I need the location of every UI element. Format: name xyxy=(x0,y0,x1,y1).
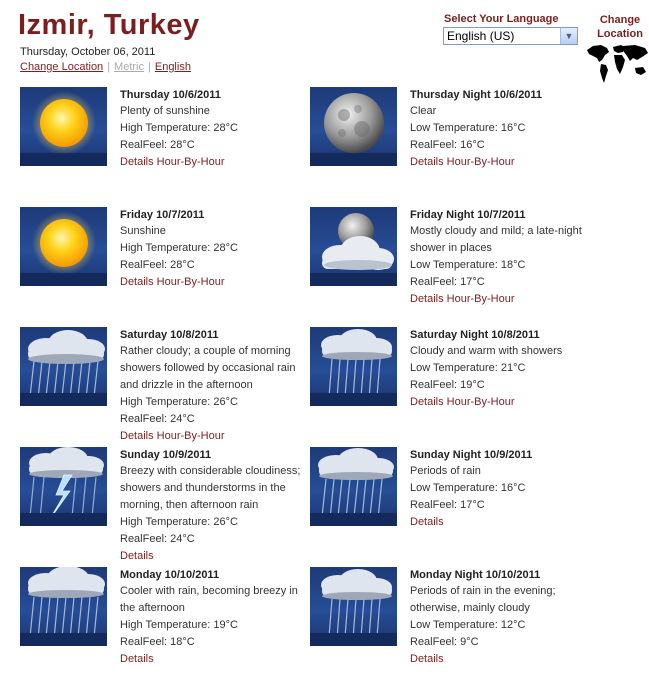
forecast-description: Breezy with considerable cloudiness; xyxy=(120,465,301,477)
language-select[interactable] xyxy=(443,27,578,45)
link-separator: | xyxy=(107,61,111,73)
forecast-card-monday xyxy=(20,567,310,685)
forecast-description: the afternoon xyxy=(120,602,185,614)
forecast-description: Cooler with rain, becoming breezy in xyxy=(120,585,298,597)
forecast-realfeel: RealFeel: 28°C xyxy=(120,259,195,271)
forecast-title: Friday Night 10/7/2011 xyxy=(410,209,526,221)
forecast-card-friday-night xyxy=(310,207,600,325)
rain-cloud-icon xyxy=(20,567,107,646)
thunderstorm-icon xyxy=(20,447,107,526)
forecast-title: Monday Night 10/10/2011 xyxy=(410,569,541,581)
forecast-title: Monday 10/10/2011 xyxy=(120,569,220,581)
forecast-title: Saturday Night 10/8/2011 xyxy=(410,329,540,341)
forecast-temperature: Low Temperature: 16°C xyxy=(410,482,526,494)
moon-icon xyxy=(310,87,397,166)
forecast-description: Periods of rain in the evening; xyxy=(410,585,556,597)
forecast-description: showers and thunderstorms in the xyxy=(120,482,286,494)
forecast-description: otherwise, mainly cloudy xyxy=(410,602,530,614)
forecast-card-friday xyxy=(20,207,310,325)
link-separator: | xyxy=(148,61,151,73)
details-link[interactable]: Details Hour-By-Hour xyxy=(410,293,515,305)
forecast-temperature: High Temperature: 26°C xyxy=(120,396,238,408)
forecast-realfeel: RealFeel: 16°C xyxy=(410,139,485,151)
language-selected-value: English (US) xyxy=(447,29,515,43)
forecast-title: Thursday 10/6/2011 xyxy=(120,89,221,101)
forecast-temperature: Low Temperature: 16°C xyxy=(410,122,526,134)
forecast-card-sunday xyxy=(20,447,310,565)
forecast-temperature: High Temperature: 28°C xyxy=(120,122,238,134)
details-link[interactable]: Details Hour-By-Hour xyxy=(120,276,225,288)
current-date: Thursday, October 06, 2011 xyxy=(20,46,156,58)
details-link[interactable]: Details Hour-By-Hour xyxy=(410,396,515,408)
forecast-temperature: High Temperature: 28°C xyxy=(120,242,238,254)
metric-link[interactable]: Metric xyxy=(114,61,144,73)
forecast-temperature: Low Temperature: 18°C xyxy=(410,259,526,271)
city-title: Izmir, Turkey xyxy=(18,9,200,41)
forecast-temperature: Low Temperature: 21°C xyxy=(410,362,526,374)
forecast-description: Clear xyxy=(410,105,437,117)
rain-cloud-icon xyxy=(310,447,397,526)
forecast-card-saturday xyxy=(20,327,310,445)
chevron-down-icon[interactable]: ▼ xyxy=(560,28,577,44)
forecast-temperature: High Temperature: 19°C xyxy=(120,619,238,631)
details-link[interactable]: Details Hour-By-Hour xyxy=(120,156,225,168)
details-link[interactable]: Details xyxy=(120,653,154,665)
forecast-description: Rather cloudy; a couple of morning xyxy=(120,345,291,357)
language-label: Select Your Language xyxy=(444,13,559,25)
forecast-temperature: High Temperature: 26°C xyxy=(120,516,238,528)
forecast-description: Cloudy and warm with showers xyxy=(410,345,563,357)
forecast-description: morning, then afternoon rain xyxy=(120,499,259,511)
forecast-description: showers followed by occasional rain xyxy=(120,362,296,374)
header-links xyxy=(20,61,191,73)
cloudy-moon-icon xyxy=(310,207,397,286)
forecast-title: Saturday 10/8/2011 xyxy=(120,329,219,341)
english-link[interactable]: English xyxy=(154,61,191,73)
forecast-realfeel: RealFeel: 24°C xyxy=(120,413,195,425)
rain-cloud-icon xyxy=(310,567,397,646)
rain-cloud-icon xyxy=(20,327,107,406)
forecast-description: shower in places xyxy=(410,242,492,254)
forecast-card-thursday-night xyxy=(310,87,600,205)
change-location-link[interactable]: Change Location xyxy=(20,61,104,73)
forecast-card-thursday xyxy=(20,87,310,205)
forecast-description: Sunshine xyxy=(120,225,166,237)
sun-icon xyxy=(20,87,107,166)
details-link[interactable]: Details Hour-By-Hour xyxy=(120,430,225,442)
forecast-description: Plenty of sunshine xyxy=(120,105,210,117)
forecast-realfeel: RealFeel: 24°C xyxy=(120,533,195,545)
change-location-button[interactable]: Change Location xyxy=(597,14,643,40)
forecast-realfeel: RealFeel: 28°C xyxy=(120,139,195,151)
details-link[interactable]: Details Hour-By-Hour xyxy=(410,156,515,168)
forecast-title: Thursday Night 10/6/2011 xyxy=(410,89,543,101)
forecast-title: Sunday Night 10/9/2011 xyxy=(410,449,533,461)
details-link[interactable]: Details xyxy=(410,516,444,528)
forecast-temperature: Low Temperature: 12°C xyxy=(410,619,526,631)
details-link[interactable]: Details xyxy=(410,653,444,665)
forecast-card-sunday-night xyxy=(310,447,600,565)
forecast-description: Periods of rain xyxy=(410,465,481,477)
forecast-realfeel: RealFeel: 18°C xyxy=(120,636,195,648)
world-map-icon[interactable] xyxy=(585,42,649,86)
forecast-realfeel: RealFeel: 17°C xyxy=(410,499,485,511)
forecast-title: Friday 10/7/2011 xyxy=(120,209,205,221)
details-link[interactable]: Details xyxy=(120,550,154,562)
forecast-card-saturday-night xyxy=(310,327,600,445)
sun-icon xyxy=(20,207,107,286)
forecast-description: Mostly cloudy and mild; a late-night xyxy=(410,225,582,237)
forecast-realfeel: RealFeel: 17°C xyxy=(410,276,485,288)
forecast-description: and drizzle in the afternoon xyxy=(120,379,253,391)
forecast-card-monday-night xyxy=(310,567,600,685)
forecast-realfeel: RealFeel: 19°C xyxy=(410,379,485,391)
forecast-realfeel: RealFeel: 9°C xyxy=(410,636,479,648)
rain-cloud-icon xyxy=(310,327,397,406)
forecast-title: Sunday 10/9/2011 xyxy=(120,449,212,461)
